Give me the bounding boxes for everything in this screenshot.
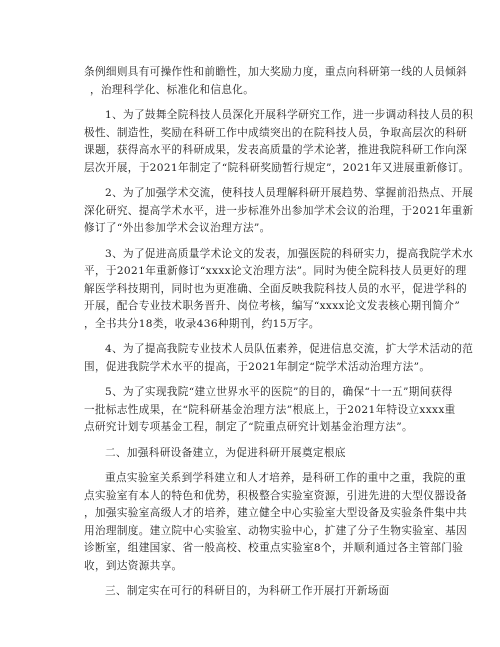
- text-line: 层次开展，于2021年制定了“院科研奖励暂行规定”，2021年又进展重新修订。: [84, 161, 470, 174]
- text-line: 条例细则具有可操作性和前瞻性，加大奖励力度，重点向科研第一线的人员倾斜: [84, 66, 468, 78]
- text-line: ，全书共分18类，收录436种期刊，约15万字。: [84, 317, 320, 330]
- text-line: 修订了“外出参加学术会议治理方法”。: [84, 222, 271, 234]
- text-line: 用治理制度。建立院中心实验室、动物实验中心，扩建了分子生物实验室、基因: [84, 524, 468, 537]
- text-line: 诊断室，组建国家、省一般高校、校重点实验室8个，并顺利通过各主管部门验: [84, 542, 464, 554]
- text-line: 开展，配合专业技术职务晋升、岗位考核，编写“xxxx论文发表核心期刊简介”: [84, 300, 461, 312]
- paragraph-gap: [84, 333, 436, 341]
- text-line: ，加强实验室高级人才的培养，建立健全中心实验室大型设备及实验条件集中共: [84, 507, 468, 519]
- paragraph-gap: [84, 462, 436, 470]
- paragraph-gap: [84, 437, 436, 445]
- text-line: 2、为了加强学术交流，使科技人员理解科研开展趋势、掌握前沿热点、开展: [105, 187, 474, 199]
- text-line: 收，到达资源共享。: [84, 559, 183, 572]
- section-heading: 二、加强科研设备建立，为促进科研开展奠定根底: [105, 446, 346, 459]
- text-line: 4、为了提高我院专业技术人员队伍素养，促进信息交流，扩大学术活动的范: [105, 343, 474, 355]
- text-line: 3、为了促进高质量学术论文的发表，加强医院的科研实力，提高我院学术水: [105, 247, 474, 260]
- text-line: 点研究计划专项基金工程，制定了“院重点研究计划基金治理方法”。: [84, 421, 413, 433]
- text-line: ，治理科学化、标准化和信息化。: [90, 83, 255, 96]
- text-line: 深化研究、提高学术水平，进一步标准外出参加学术会议的治理，于2021年重新: [84, 204, 474, 217]
- text-line: 重点实验室关系到学科建立和人才培养，是科研工作的重中之重，我院的重: [105, 472, 467, 484]
- text-line: 围，促进我院学术水平的提高，于2021年制定“院学术活动治理方法”。: [84, 360, 431, 373]
- paragraph-gap: [84, 238, 436, 246]
- paragraph-gap: [84, 575, 436, 583]
- paragraph-gap: [84, 177, 436, 185]
- text-line: 5、为了实现我院“建立世界水平的医院”的目的，确保“十一五”期间获得: [105, 386, 453, 398]
- paragraph-gap: [84, 99, 436, 107]
- text-line: 1、为了鼓舞全院科技人员深化开展科学研究工作，进一步调动科技人员的积: [105, 109, 474, 121]
- paragraph-gap: [84, 376, 436, 384]
- text-line: 点实验室有本人的特色和优势，积极整合实验室资源，引进先进的大型仪器设备: [84, 489, 468, 502]
- section-heading: 三、制定实在可行的科研目的，为科研工作开展打开新场面: [105, 585, 390, 597]
- text-line: 极性、制造性，奖励在科研工作中成绩突出的在院科技人员，争取高层次的科研: [84, 126, 468, 139]
- text-line: 平，于2021年重新修订“xxxx论文治理方法”。同时为使全院科技人员更好的理: [84, 265, 467, 277]
- text-line: 解医学科技期刊，同时也为更准确、全面反映我院科技人员的水平，促进学科的: [84, 282, 468, 295]
- text-line: 课题，获得高水平的科研成果，发表高质量的学术论著，推进我院科研工作向深: [84, 144, 468, 156]
- text-line: 一批标志性成果，在“院科研基金治理方法”根底上，于2021年特设立xxxx重: [84, 403, 456, 416]
